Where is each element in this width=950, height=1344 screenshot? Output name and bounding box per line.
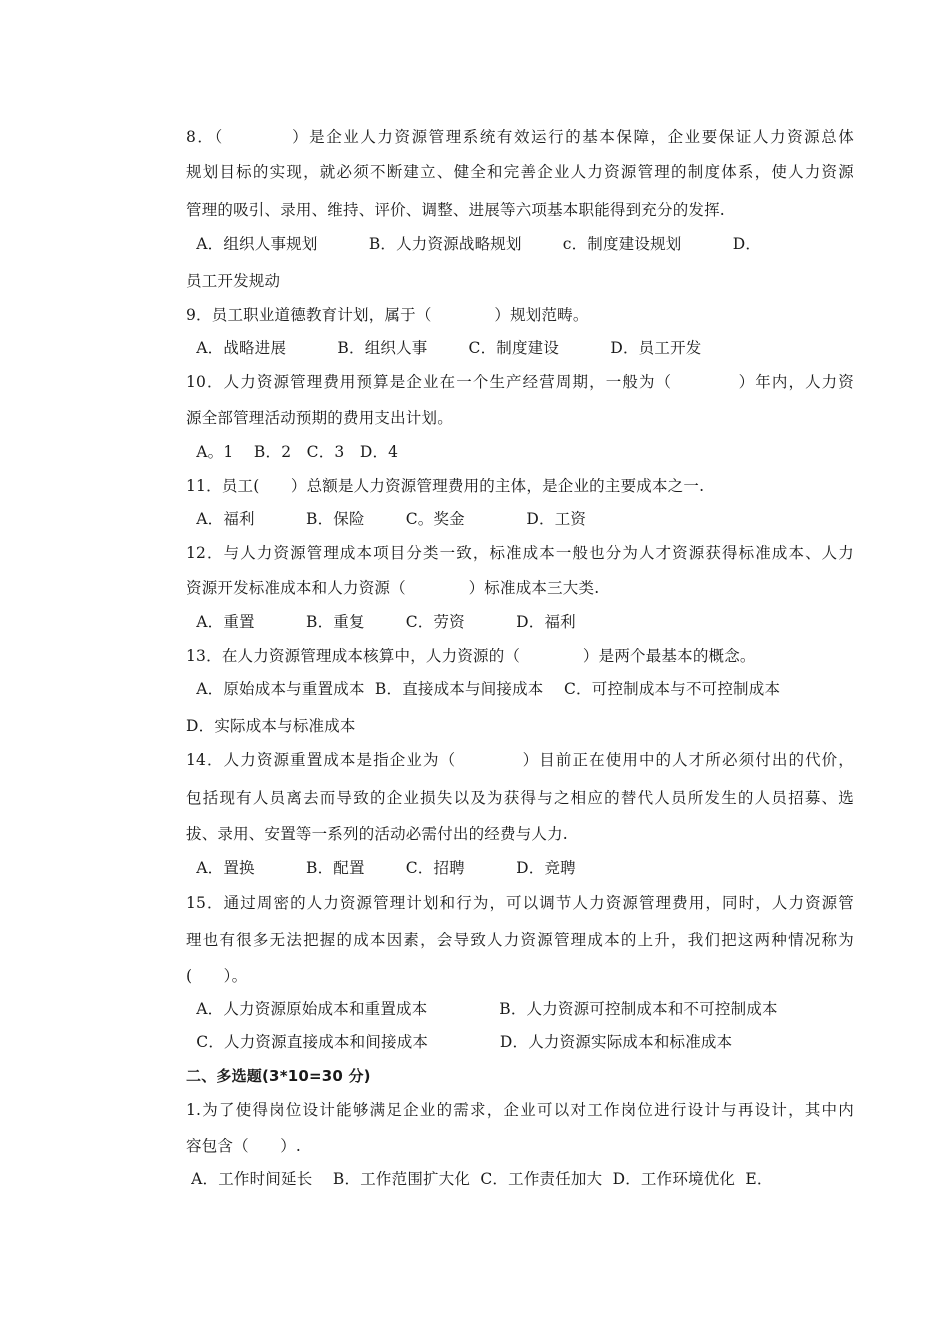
q9-options: A．战略进展 B．组织人事 C．制度建设 D．员工开发 bbox=[186, 339, 702, 357]
q8-stem-line-3: 管理的吸引、录用、维持、评价、调整、进展等六项基本职能得到充分的发挥. bbox=[186, 201, 725, 219]
m1-stem-line-1: 1.为了使得岗位设计能够满足企业的需求，企业可以对工作岗位进行设计与再设计，其中内 bbox=[186, 1101, 854, 1119]
q14-stem-line-2: 包括现有人员离去而导致的企业损失以及为获得与之相应的替代人员所发生的人员招募、选 bbox=[186, 789, 854, 807]
q15-options-row-1: A．人力资源原始成本和重置成本 B．人力资源可控制成本和不可控制成本 bbox=[186, 1000, 778, 1018]
q13-stem: 13．在人力资源管理成本核算中，人力资源的（ ）是两个最基本的概念。 bbox=[186, 647, 756, 665]
q15-stem-line-1: 15．通过周密的人力资源管理计划和行为，可以调节人力资源管理费用，同时，人力资源管 bbox=[186, 894, 854, 912]
q11-options: A．福利 B．保险 C。奖金 D．工资 bbox=[186, 510, 587, 528]
q14-options: A．置换 B．配置 C．招聘 D．竞聘 bbox=[186, 859, 576, 877]
q15-stem-line-2: 理也有很多无法把握的成本因素，会导致人力资源管理成本的上升，我们把这两种情况称为 bbox=[186, 931, 854, 949]
q10-stem-line-2: 源全部管理活动预期的费用支出计划。 bbox=[186, 409, 453, 427]
q9-stem: 9．员工职业道德教育计划，属于（ ）规划范畴。 bbox=[186, 306, 589, 324]
m1-options: A．工作时间延长 B．工作范围扩大化 C．工作责任加大 D．工作环境优化 E． bbox=[186, 1170, 773, 1188]
m1-stem-line-2: 容包含（ ）. bbox=[186, 1137, 302, 1155]
q10-options: A。1 B．2 C．3 D．4 bbox=[186, 443, 399, 461]
q14-stem-line-1: 14．人力资源重置成本是指企业为（ ）目前正在使用中的人才所必须付出的代价， bbox=[186, 751, 854, 769]
q15-options-row-2: C．人力资源直接成本和间接成本 D．人力资源实际成本和标准成本 bbox=[186, 1033, 733, 1051]
q15-stem-line-3: ( ）。 bbox=[186, 967, 248, 985]
q8-options-cont: 员工开发规动 bbox=[186, 272, 281, 290]
q12-stem-line-1: 12．与人力资源管理成本项目分类一致，标准成本一般也分为人才资源获得标准成本、人力 bbox=[186, 544, 854, 562]
q12-options: A．重置 B．重复 C．劳资 D．福利 bbox=[186, 613, 576, 631]
q8-options: A．组织人事规划 B．人力资源战略规划 c．制度建设规划 D． bbox=[186, 235, 762, 253]
q10-stem-line-1: 10．人力资源管理费用预算是企业在一个生产经营周期，一般为（ ）年内，人力资 bbox=[186, 373, 854, 391]
q14-stem-line-3: 拔、录用、安置等一系列的活动必需付出的经费与人力. bbox=[186, 825, 568, 843]
q13-options: A．原始成本与重置成本 B．直接成本与间接成本 C．可控制成本与不可控制成本 bbox=[186, 680, 781, 698]
q8-stem-line-1: 8．（ ）是企业人力资源管理系统有效运行的基本保障，企业要保证人力资源总体 bbox=[186, 128, 854, 146]
q12-stem-line-2: 资源开发标准成本和人力资源（ ）标准成本三大类. bbox=[186, 579, 600, 597]
q8-stem-line-2: 规划目标的实现，就必须不断建立、健全和完善企业人力资源管理的制度体系，使人力资源 bbox=[186, 163, 854, 181]
q13-options-cont: D．实际成本与标准成本 bbox=[186, 717, 356, 735]
section-heading: 二、多选题(3*10=30 分) bbox=[186, 1067, 371, 1085]
q11-stem: 11．员工( ）总额是人力资源管理费用的主体，是企业的主要成本之一. bbox=[186, 477, 705, 495]
